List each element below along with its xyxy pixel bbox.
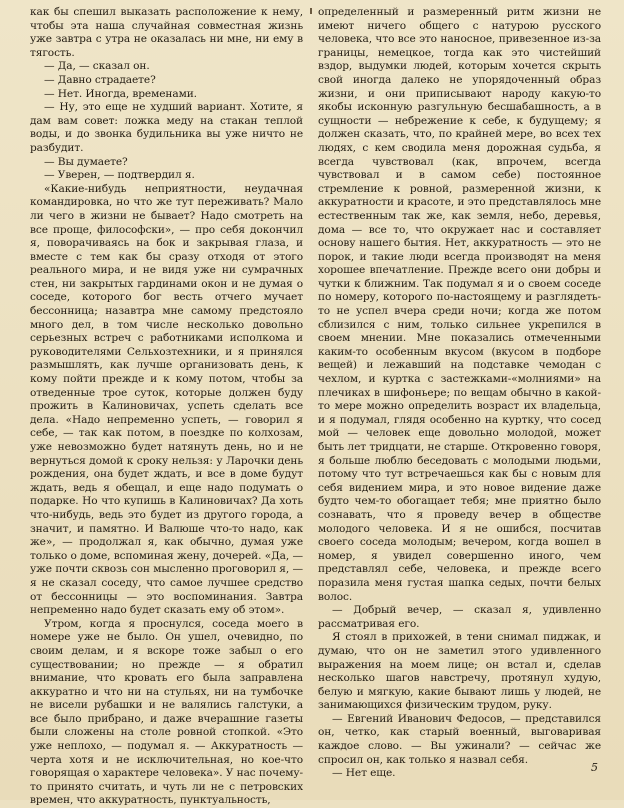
paragraph: — Давно страдаете?: [44, 73, 156, 86]
left-column: [30, 6, 303, 808]
paragraph: — Ну, это еще не худший вариант. Хотите, я дам вам совет: ложка меду на стакан теплой воды, и до звонка будильника вы уже ничто не разбудит.: [30, 101, 303, 154]
paragraph: — Уверен, — подтвердил я.: [44, 169, 195, 182]
page-number: 5: [591, 761, 598, 774]
paragraph: — Нет еще.: [332, 767, 396, 780]
paragraph: «Какие-нибудь неприятности, неудачная командировка, но что же тут переживать? Мало ли чего в жизни не бывает? Надо смотреть на все проще, философски», — про себя докончил я, поворачиваясь на бок и закрывая глаза, и вместе с тем как бы сразу отходя от этого реального мира, и не видя уже ни сумрачных стен, ни закрытых гардинами окон и не думая о соседе, которого бог весть отчего мучает бессонница; назавтра мне самому предстояло много дел, в том числе несколько довольно серьезных встреч с работниками исполкома и руководителями Сельхозтехники, и я принялся размышлять, как лучше организовать день, к кому пойти прежде и к кому потом, чтобы за отведенные трое суток, которые должен буду прожить в Калиновичах, успеть сделать все дела. «Надо непременно успеть, — говорил я себе, — так как потом, в поездке по колхозам, уже невозможно будет натянуть день, но и не вернуться домой к сроку нельзя: у Ларочки день рождения, она будет ждать, и все в доме будут ждать, ведь я обещал, и еще надо подумать о подарке. Но что купишь в Калиновичах? Да хоть что-нибудь, ведь это будет из другого города, а значит, и памятно. И Валюше что-то надо, как же», — продолжал я, как обычно, думая уже только о доме, вспоминая жену, дочерей. «Да, — уже почти сквозь сон мысленно проговорил я, — я не сказал соседу, что самое лучшее средство от бессонницы — это воспоминания. Завтра непременно надо будет сказать ему об этом».: [30, 182, 303, 617]
paragraph: Утром, когда я проснулся, соседа моего в номере уже не было. Он ушел, очевидно, по своим делам, и я вскоре тоже забыл о его существовании; но прежде — я обратил внимание, что кровать его была заправлена аккуратно и что ни на стульях, ни на тумбочке не висели рубашки и не валялись галстуки, а все было прибрано, и даже вчерашние газеты были сложены на столе ровной стопкой. «Это уже неплохо, — подумал я. — Аккуратность — черта хотя и не исключительная, но кое-что говорящая о характере человека». У нас почему-то принято считать, и чуть ли не с петровских времен, что аккуратность, пунктуальность,: [30, 617, 303, 807]
paragraph: — Да, — сказал он.: [44, 60, 150, 73]
paragraph: Я стоял в прихожей, в тени снимал пиджак, и думаю, что он не заметил этого удивленного выражения на моем лице; он встал и, сделав несколько шагов навстречу, протянул худую, белую и мягкую, какие бывают лишь у людей, не занимающихся физическим трудом, руку.: [318, 631, 601, 712]
paragraph: — Евгений Иванович Федосов, — представился он, четко, как старый военный, выговаривая каждое слово. — Вы ужинали? — сейчас же спросил он, как только я назвал себя.: [318, 712, 601, 766]
paragraph: как бы спешил выказать расположение к нему, чтобы эта наша случайная совместная жизнь уже завтра с утра не оказалась ни мне, ни ему в тягость.: [30, 6, 303, 59]
paragraph: — Нет. Иногда, временами.: [44, 87, 197, 100]
print-mark: [310, 8, 312, 14]
right-column: [318, 6, 601, 781]
paragraph: — Вы думаете?: [44, 155, 128, 168]
paragraph: — Добрый вечер, — сказал я, удивленно рассматривая его.: [318, 604, 601, 630]
paragraph: определенный и размеренный ритм жизни не имеют ничего общего с натурою русского человека, что все это наносное, привезенное из-за границы, немецкое, тогда как это чистейший вздор, выдумки людей, которым хочется скрыть свой иногда далеко не упорядоченный образ жизни, и они приписывают народу какую-то якобы исконную разгульную бесшабашность, а в сущности — небрежение к себе, к будущему; я должен сказать, что, по крайней мере, во всех тех людях, с кем сводила меня дорожная судьба, я всегда чувствовал (как, впрочем, всегда чувствовал и в самом себе) постоянное стремление к ровной, размеренной жизни, к аккуратности и красоте, и это представлялось мне естественным так же, как земля, небо, деревья, дома — все то, что окружает нас и составляет основу нашего бытия. Нет, аккуратность — это не порок, и такие люди всегда производят на меня хорошее впечатление. Прежде всего они добры и чутки к ближним. Так подумал я и о своем соседе по номеру, которого по-настоящему и разглядеть-то не успел вчера среди ночи; когда же потом сблизился с ним, только сильнее укрепился в своем мнении. Мне показались отмеченными каким-то особенным вкусом (вкусом в подборе вещей) и лежавший на подставке чемодан с чехлом, и куртка с застежками-«молниями» на плечиках в шифоньере; по вещам обычно в какой-то мере можно определить возраст их владельца, и я подумал, глядя особенно на куртку, что сосед мой — человек еще довольно молодой, может быть лет тридцати, не старше. Откровенно говоря, я больше люблю беседовать с молодыми людьми, потому что тут встречаешься как бы с новым для себя видением мира, и это новое видение даже будто чем-то обогащает тебя; мне приятно было сознавать, что я проведу вечер в обществе молодого человека. И я не ошибся, посчитав своего соседа молодым; вечером, когда вошел в номер, я увидел совершенно иного, чем представлял себе, человека, и прежде всего поразила меня густая шапка седых, почти белых волос.: [318, 6, 601, 603]
